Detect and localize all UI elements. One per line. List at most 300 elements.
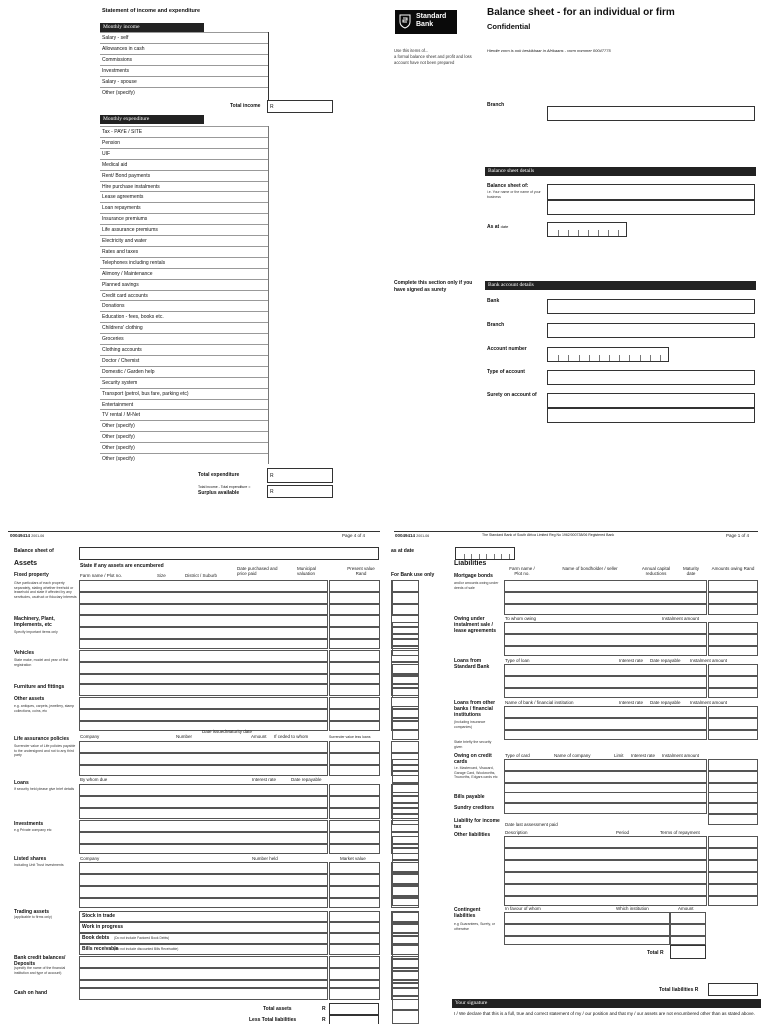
asset-value-field[interactable] bbox=[329, 956, 380, 968]
fixed-property-note: Give particulars of each property separately, stating whether freehold or leasehold and state if affected by any servitudes, usufruct or fiduciary interests bbox=[14, 581, 77, 599]
asset-value-field[interactable] bbox=[329, 741, 380, 753]
expenditure-row: Childrens' clothing bbox=[100, 322, 268, 333]
expenditure-row: Lease agreements bbox=[100, 191, 268, 202]
form-number-1 bbox=[395, 533, 429, 539]
expenditure-row: Doctor / Chemist bbox=[100, 355, 268, 366]
tick-mark bbox=[618, 230, 619, 236]
afrikaans-note: Hierdie vorm is ook beskikbaar in Afrikaans - vorm nommer 00047775 bbox=[487, 48, 611, 53]
bank-use-field[interactable] bbox=[392, 848, 419, 860]
expenditure-row: Planned savings bbox=[100, 279, 268, 290]
page-1-label: Page 1 of 4 bbox=[726, 533, 750, 538]
asset-value-field[interactable] bbox=[329, 988, 380, 1000]
liability-amount-field[interactable] bbox=[708, 634, 758, 646]
column-header: Size bbox=[157, 573, 166, 578]
asset-entry-field[interactable] bbox=[79, 709, 328, 721]
trading-asset-item: Book debts bbox=[82, 935, 110, 941]
liability-amount-field[interactable] bbox=[708, 730, 758, 740]
liability-amount-field[interactable] bbox=[708, 688, 758, 698]
total-liabilities-label: Total liabilities R bbox=[659, 987, 699, 993]
liabilities-heading: Liabilities bbox=[454, 560, 487, 567]
liability-amount-field[interactable] bbox=[708, 718, 758, 730]
liability-entry-field[interactable] bbox=[504, 604, 707, 615]
bank-use-field[interactable] bbox=[392, 676, 419, 688]
assets-heading: Assets bbox=[14, 560, 37, 567]
asset-entry-field[interactable] bbox=[79, 980, 328, 988]
as-at-text: As at bbox=[487, 224, 500, 230]
asset-entry-field[interactable] bbox=[79, 784, 328, 796]
monthly-income-header: Monthly income bbox=[100, 23, 204, 32]
asset-value-field[interactable] bbox=[329, 832, 380, 844]
asset-entry-field[interactable] bbox=[79, 765, 328, 776]
liability-entry-field[interactable] bbox=[504, 664, 707, 676]
expenditure-row: Rent/ Bond payments bbox=[100, 170, 268, 181]
account-number-label: Account number bbox=[487, 346, 527, 352]
tick-mark bbox=[558, 230, 559, 236]
asset-value-field[interactable] bbox=[329, 721, 380, 731]
asset-entry-field[interactable] bbox=[79, 650, 328, 662]
divider bbox=[8, 531, 380, 532]
tick-mark bbox=[486, 554, 487, 559]
form-no: 00049414 bbox=[395, 533, 416, 538]
liability-amount-field[interactable] bbox=[708, 771, 758, 783]
column-header: Instalment amount bbox=[662, 616, 700, 621]
column-header: Farm name / Plot no. bbox=[80, 573, 123, 578]
liability-amount-field[interactable] bbox=[708, 646, 758, 656]
as-at-date-label: as at date bbox=[391, 548, 415, 554]
total-r-label: Total R bbox=[647, 950, 664, 956]
asset-value-field[interactable] bbox=[329, 592, 380, 604]
asset-value-field[interactable] bbox=[329, 844, 380, 854]
tick-mark bbox=[660, 355, 661, 361]
divider bbox=[394, 531, 758, 532]
investments-label: Investments bbox=[14, 821, 44, 827]
balance-of-input-4[interactable] bbox=[79, 547, 379, 560]
contingent-note: e.g Guarantees, Surety, or otherwise bbox=[454, 922, 495, 931]
confidential-label: Confidential bbox=[487, 22, 531, 31]
liability-amount-field[interactable] bbox=[708, 860, 758, 872]
branch-input[interactable] bbox=[547, 106, 755, 121]
bank-use-field[interactable] bbox=[391, 741, 419, 753]
asset-value-field[interactable] bbox=[329, 933, 380, 944]
asset-entry-field[interactable] bbox=[79, 832, 328, 844]
asset-entry-field[interactable] bbox=[79, 604, 328, 615]
listed-shares-note: Including Unit Trust investments bbox=[14, 863, 64, 867]
bank-use-field[interactable] bbox=[392, 718, 419, 730]
bank-input[interactable] bbox=[547, 299, 755, 314]
asset-entry-field[interactable] bbox=[79, 741, 328, 753]
liability-amount-field[interactable] bbox=[708, 604, 758, 615]
page-4-label: Page 4 of 4 bbox=[342, 533, 366, 538]
liability-entry-field[interactable] bbox=[504, 730, 707, 740]
form-no: 00049414 bbox=[10, 533, 31, 538]
bank-use-field[interactable] bbox=[392, 971, 419, 983]
asset-entry-field[interactable] bbox=[79, 844, 328, 854]
tick-mark bbox=[579, 355, 580, 361]
asset-value-field[interactable] bbox=[329, 639, 380, 649]
asset-value-field[interactable] bbox=[329, 697, 380, 709]
credit-cards-label: Owing on credit cards bbox=[454, 753, 492, 765]
liability-amount-field[interactable] bbox=[708, 622, 758, 634]
as-at-date-input-1[interactable] bbox=[455, 547, 515, 560]
asset-entry-field[interactable] bbox=[79, 639, 328, 649]
surety-on-input-2[interactable] bbox=[547, 408, 755, 423]
liability-entry-field[interactable] bbox=[504, 896, 707, 906]
asset-entry-field[interactable] bbox=[79, 592, 328, 604]
r-sign: R bbox=[270, 489, 274, 495]
liability-entry-field[interactable] bbox=[504, 634, 707, 646]
column-header: Name of bondholder / seller bbox=[562, 566, 618, 571]
balance-of-input-1[interactable] bbox=[547, 184, 755, 200]
income-title: Statement of income and expenditure bbox=[102, 8, 201, 14]
column-header: Type of loan bbox=[505, 658, 530, 663]
expenditure-row: Medical aid bbox=[100, 159, 268, 170]
contingent-amount-field[interactable] bbox=[670, 936, 706, 945]
liability-entry-field[interactable] bbox=[504, 884, 707, 896]
bank-use-field[interactable] bbox=[392, 730, 419, 740]
column-header: Period bbox=[616, 830, 630, 835]
expenditure-row: UIF bbox=[100, 148, 268, 159]
form-date: 2001-06 bbox=[31, 534, 45, 538]
income-line bbox=[268, 32, 269, 100]
tick-mark bbox=[589, 355, 590, 361]
mortgage-bonds-note: and/or amounts owing under deeds of sale bbox=[454, 581, 499, 590]
asset-entry-field[interactable] bbox=[79, 796, 328, 808]
bank-use-field[interactable] bbox=[392, 872, 419, 884]
r-sign: R bbox=[322, 1017, 326, 1023]
liability-amount-field[interactable] bbox=[708, 803, 758, 814]
liability-amount-field[interactable] bbox=[708, 872, 758, 884]
asset-value-field[interactable] bbox=[329, 808, 380, 819]
type-of-account-label: Type of account bbox=[487, 369, 525, 375]
bank-use-field[interactable] bbox=[392, 896, 419, 906]
asset-value-field[interactable] bbox=[329, 911, 380, 922]
account-number-input[interactable] bbox=[547, 347, 669, 362]
asset-value-field[interactable] bbox=[329, 709, 380, 721]
asset-value-field[interactable] bbox=[329, 820, 380, 832]
bank-use-field[interactable] bbox=[392, 592, 419, 604]
asset-entry-field[interactable] bbox=[79, 956, 328, 968]
tick-mark bbox=[578, 230, 579, 236]
branch-label: Branch bbox=[487, 102, 505, 108]
expenditure-row: Security system bbox=[100, 377, 268, 388]
surety-on-input-1[interactable] bbox=[547, 393, 755, 408]
tick-mark bbox=[558, 355, 559, 361]
balance-of-input-2[interactable] bbox=[547, 200, 755, 215]
trading-assets-note: (applicable to firms only) bbox=[14, 915, 52, 919]
column-header: Limit bbox=[614, 753, 624, 758]
column-header: Name of bank / financial institution bbox=[505, 700, 574, 705]
bank-use-field[interactable] bbox=[392, 860, 419, 872]
contingent-total-box[interactable] bbox=[670, 945, 706, 959]
as-at-label bbox=[487, 223, 508, 231]
balance-of-note: i.e. Your name or the name of your business bbox=[487, 190, 541, 199]
income-row: Other (specify) bbox=[100, 87, 268, 98]
column-header: Interest rate bbox=[619, 700, 644, 705]
bank-use-field[interactable] bbox=[392, 759, 419, 771]
tick-mark bbox=[650, 355, 651, 361]
column-header: Number bbox=[176, 734, 193, 739]
bank-use-field[interactable] bbox=[392, 646, 419, 656]
loans-other-banks-label: Loans from other banks / financial institutions bbox=[454, 700, 496, 718]
income-row: Investments bbox=[100, 65, 268, 76]
asset-value-field[interactable] bbox=[329, 650, 380, 662]
total-assets-label: Total assets bbox=[263, 1006, 292, 1012]
bank-use-field[interactable] bbox=[392, 996, 419, 1010]
column-header: Date repayable bbox=[650, 658, 681, 663]
liability-entry-field[interactable] bbox=[504, 836, 707, 848]
liability-entry-field[interactable] bbox=[504, 622, 707, 634]
column-header: Interest rate bbox=[252, 777, 277, 782]
bank-use-field[interactable] bbox=[392, 792, 419, 803]
asset-entry-field[interactable] bbox=[79, 615, 328, 627]
liability-entry-field[interactable] bbox=[504, 706, 707, 718]
tick-mark bbox=[471, 554, 472, 559]
expenditure-row: Hire purchase instalments bbox=[100, 181, 268, 192]
liability-entry-field[interactable] bbox=[504, 848, 707, 860]
trading-asset-item: Stock in trade bbox=[82, 913, 116, 919]
column-header: To whom owing bbox=[505, 616, 537, 621]
column-header: Date issued bbox=[202, 729, 226, 734]
type-of-account-input[interactable] bbox=[547, 370, 755, 385]
expenditure-row: Pension bbox=[100, 137, 268, 148]
expenditure-row: Insurance premiums bbox=[100, 213, 268, 224]
bank-use-field[interactable] bbox=[392, 945, 419, 959]
tick-mark bbox=[608, 230, 609, 236]
column-header: Name of company bbox=[554, 753, 591, 758]
liability-entry-field[interactable] bbox=[504, 688, 707, 698]
bank-use-field[interactable] bbox=[392, 604, 419, 615]
total-liabilities-box[interactable] bbox=[708, 983, 758, 996]
r-sign: R bbox=[270, 473, 274, 479]
bank-label: Bank bbox=[487, 298, 500, 304]
bank-use-field[interactable] bbox=[392, 959, 419, 971]
column-header: Date purchased and price paid bbox=[237, 566, 278, 576]
asset-entry-field[interactable] bbox=[79, 898, 328, 908]
fixed-property-label: Fixed property bbox=[14, 572, 49, 578]
income-row: Allowances in cash bbox=[100, 43, 268, 54]
asset-value-field[interactable] bbox=[329, 944, 380, 955]
asset-entry-field[interactable] bbox=[79, 753, 328, 765]
expenditure-row: Other (specify) bbox=[100, 453, 268, 464]
bank-use-field[interactable] bbox=[392, 771, 419, 783]
liability-amount-field[interactable] bbox=[708, 664, 758, 676]
owing-hp-label: Owing under instalment sale / lease agreements bbox=[454, 616, 496, 634]
vehicles-note: State make, model and year of first registration bbox=[14, 658, 69, 667]
asset-value-field[interactable] bbox=[329, 753, 380, 765]
bank-use-field[interactable] bbox=[392, 924, 419, 936]
bank-account-bar: Bank account details bbox=[485, 281, 756, 290]
liability-entry-field[interactable] bbox=[504, 580, 707, 592]
asset-entry-field[interactable] bbox=[79, 988, 328, 1000]
bank-use-field[interactable] bbox=[392, 580, 419, 592]
trading-asset-note: (Do not include discounted Bills Receivable) bbox=[114, 947, 179, 951]
expenditure-row: Entertainment bbox=[100, 399, 268, 410]
branch-input-2[interactable] bbox=[547, 323, 755, 338]
liability-entry-field[interactable] bbox=[504, 803, 707, 814]
bank-use-field[interactable] bbox=[392, 936, 419, 945]
form-number-4 bbox=[10, 533, 44, 539]
liability-amount-field[interactable] bbox=[708, 580, 758, 592]
tick-mark bbox=[599, 355, 600, 361]
asset-entry-field[interactable] bbox=[79, 697, 328, 709]
asset-entry-field[interactable] bbox=[79, 674, 328, 684]
expenditure-row: Tax - PAYE / SITE bbox=[100, 126, 268, 137]
liability-amount-field[interactable] bbox=[708, 836, 758, 848]
liability-amount-field[interactable] bbox=[708, 759, 758, 771]
bank-use-field[interactable] bbox=[392, 912, 419, 924]
bank-use-field[interactable] bbox=[392, 706, 419, 718]
total-expenditure-label: Total expenditure bbox=[198, 472, 240, 478]
company-registration: The Standard Bank of South Africa Limited Reg No 1962/000738/06 Registered Bank bbox=[482, 533, 615, 537]
expenditure-row: Credit card accounts bbox=[100, 290, 268, 301]
tick-mark bbox=[619, 355, 620, 361]
tick-mark bbox=[568, 355, 569, 361]
contingent-entry-field[interactable] bbox=[504, 936, 670, 945]
less-liabilities-box[interactable] bbox=[329, 1015, 379, 1024]
bank-use-field[interactable] bbox=[392, 836, 419, 848]
asset-entry-field[interactable] bbox=[79, 684, 328, 696]
bank-use-field[interactable] bbox=[392, 634, 419, 646]
liability-amount-field[interactable] bbox=[708, 896, 758, 906]
expenditure-row: Groceries bbox=[100, 333, 268, 344]
asset-entry-field[interactable] bbox=[79, 662, 328, 674]
asset-entry-field[interactable] bbox=[79, 886, 328, 898]
contingent-entry-field[interactable] bbox=[504, 912, 670, 924]
expenditure-row: Loan repayments bbox=[100, 202, 268, 213]
machinery-note: Specify important items only bbox=[14, 630, 58, 634]
tick-mark bbox=[501, 554, 502, 559]
asset-value-field[interactable] bbox=[329, 862, 380, 874]
asset-entry-field[interactable] bbox=[79, 874, 328, 886]
bank-use-field[interactable] bbox=[392, 1010, 419, 1024]
total-assets-box[interactable] bbox=[329, 1003, 379, 1015]
asset-value-field[interactable] bbox=[329, 765, 380, 776]
liability-entry-field[interactable] bbox=[504, 872, 707, 884]
asset-entry-field[interactable] bbox=[79, 968, 328, 980]
total-expenditure-box[interactable] bbox=[267, 468, 333, 483]
liability-amount-field[interactable] bbox=[708, 884, 758, 896]
column-header: Amounts owing Rand bbox=[711, 566, 755, 571]
balance-details-bar: Balance sheet details bbox=[485, 167, 756, 176]
asset-value-field[interactable] bbox=[329, 604, 380, 615]
bank-use-field[interactable] bbox=[392, 688, 419, 698]
shield-icon bbox=[399, 14, 411, 29]
liability-entry-field[interactable] bbox=[504, 759, 707, 771]
asset-value-field[interactable] bbox=[329, 886, 380, 898]
liability-amount-field[interactable] bbox=[708, 792, 758, 803]
asset-value-field[interactable] bbox=[329, 684, 380, 696]
liability-entry-field[interactable] bbox=[504, 860, 707, 872]
column-header: Date repayable bbox=[650, 700, 681, 705]
other-assets-note: e.g. antiques, carpets, jewellery, stamp collections, coins, etc bbox=[14, 704, 75, 713]
form-title: Balance sheet - for an individual or firm bbox=[487, 7, 675, 18]
asset-value-field[interactable] bbox=[329, 615, 380, 627]
column-header: Maturity date bbox=[682, 566, 699, 576]
asset-entry-field[interactable] bbox=[79, 627, 328, 639]
column-header: In favour of whom bbox=[505, 906, 541, 911]
liability-amount-field[interactable] bbox=[708, 676, 758, 688]
asset-value-field[interactable] bbox=[329, 980, 380, 988]
tick-mark bbox=[640, 355, 641, 361]
asset-entry-field[interactable] bbox=[79, 862, 328, 874]
bank-use-field[interactable] bbox=[392, 884, 419, 896]
liability-entry-field[interactable] bbox=[504, 718, 707, 730]
asset-value-field[interactable] bbox=[329, 627, 380, 639]
investments-note: e.g Private company etc bbox=[14, 828, 52, 832]
as-at-date-input[interactable] bbox=[547, 222, 627, 237]
bank-use-field[interactable] bbox=[392, 814, 419, 825]
expenditure-row: Other (specify) bbox=[100, 442, 268, 453]
liability-amount-field[interactable] bbox=[708, 592, 758, 604]
asset-value-field[interactable] bbox=[329, 898, 380, 908]
column-header: Maturity date bbox=[226, 729, 253, 734]
column-header: Surrender value less loans bbox=[329, 735, 371, 739]
bank-use-field[interactable] bbox=[392, 983, 419, 996]
liability-entry-field[interactable] bbox=[504, 792, 707, 803]
contingent-amount-field[interactable] bbox=[670, 924, 706, 936]
signature-bar: Your signature bbox=[452, 999, 761, 1008]
encumbered-note: State if any assets are encumbered bbox=[80, 563, 164, 569]
surplus-box[interactable] bbox=[267, 485, 333, 498]
asset-value-field[interactable] bbox=[329, 580, 380, 592]
life-assurance-label: Life assurance policies bbox=[14, 736, 70, 742]
total-income-box[interactable] bbox=[267, 100, 333, 113]
column-header: Date last assessment paid bbox=[505, 822, 558, 827]
for-bank-use-label: For Bank use only bbox=[391, 572, 435, 578]
tick-mark bbox=[588, 230, 589, 236]
asset-value-field[interactable] bbox=[329, 874, 380, 886]
contingent-amount-field[interactable] bbox=[670, 912, 706, 924]
asset-value-field[interactable] bbox=[329, 796, 380, 808]
asset-value-field[interactable] bbox=[329, 662, 380, 674]
liability-entry-field[interactable] bbox=[504, 592, 707, 604]
asset-value-field[interactable] bbox=[329, 784, 380, 796]
asset-value-field[interactable] bbox=[329, 968, 380, 980]
bank-credit-note: (specify the name of the financial institution and type of account) bbox=[14, 966, 66, 975]
trading-asset-field[interactable] bbox=[79, 911, 328, 922]
column-header: Amount bbox=[678, 906, 694, 911]
bank-use-field[interactable] bbox=[392, 664, 419, 676]
liability-entry-field[interactable] bbox=[504, 771, 707, 783]
use-note: Use this items of... a formal balance sheet and profit and loss account have not been prepared bbox=[394, 48, 472, 65]
loans-note: If security held please give brief details bbox=[14, 787, 75, 791]
form-date: 2001-06 bbox=[416, 534, 430, 538]
liability-amount-field[interactable] bbox=[708, 848, 758, 860]
column-header: Instalment amount bbox=[662, 753, 700, 758]
date-small: date bbox=[500, 224, 509, 229]
asset-value-field[interactable] bbox=[329, 922, 380, 933]
tick-mark bbox=[598, 230, 599, 236]
asset-entry-field[interactable] bbox=[79, 808, 328, 819]
asset-value-field[interactable] bbox=[329, 674, 380, 684]
liability-amount-field[interactable] bbox=[708, 814, 758, 825]
bank-use-field[interactable] bbox=[392, 622, 419, 634]
income-row: Commissions bbox=[100, 54, 268, 65]
security-note: State briefly the security given bbox=[454, 740, 492, 749]
tick-mark bbox=[494, 554, 495, 559]
liability-entry-field[interactable] bbox=[504, 646, 707, 656]
monthly-expenditure-header: Monthly expenditure bbox=[100, 115, 204, 124]
asset-entry-field[interactable] bbox=[79, 580, 328, 592]
contingent-entry-field[interactable] bbox=[504, 924, 670, 936]
expenditure-row: Other (specify) bbox=[100, 420, 268, 431]
column-header: Instalment amount bbox=[690, 658, 728, 663]
tick-mark bbox=[479, 554, 480, 559]
bank-use-field[interactable] bbox=[392, 803, 419, 814]
liability-entry-field[interactable] bbox=[504, 676, 707, 688]
asset-entry-field[interactable] bbox=[79, 820, 328, 832]
liability-amount-field[interactable] bbox=[708, 706, 758, 718]
